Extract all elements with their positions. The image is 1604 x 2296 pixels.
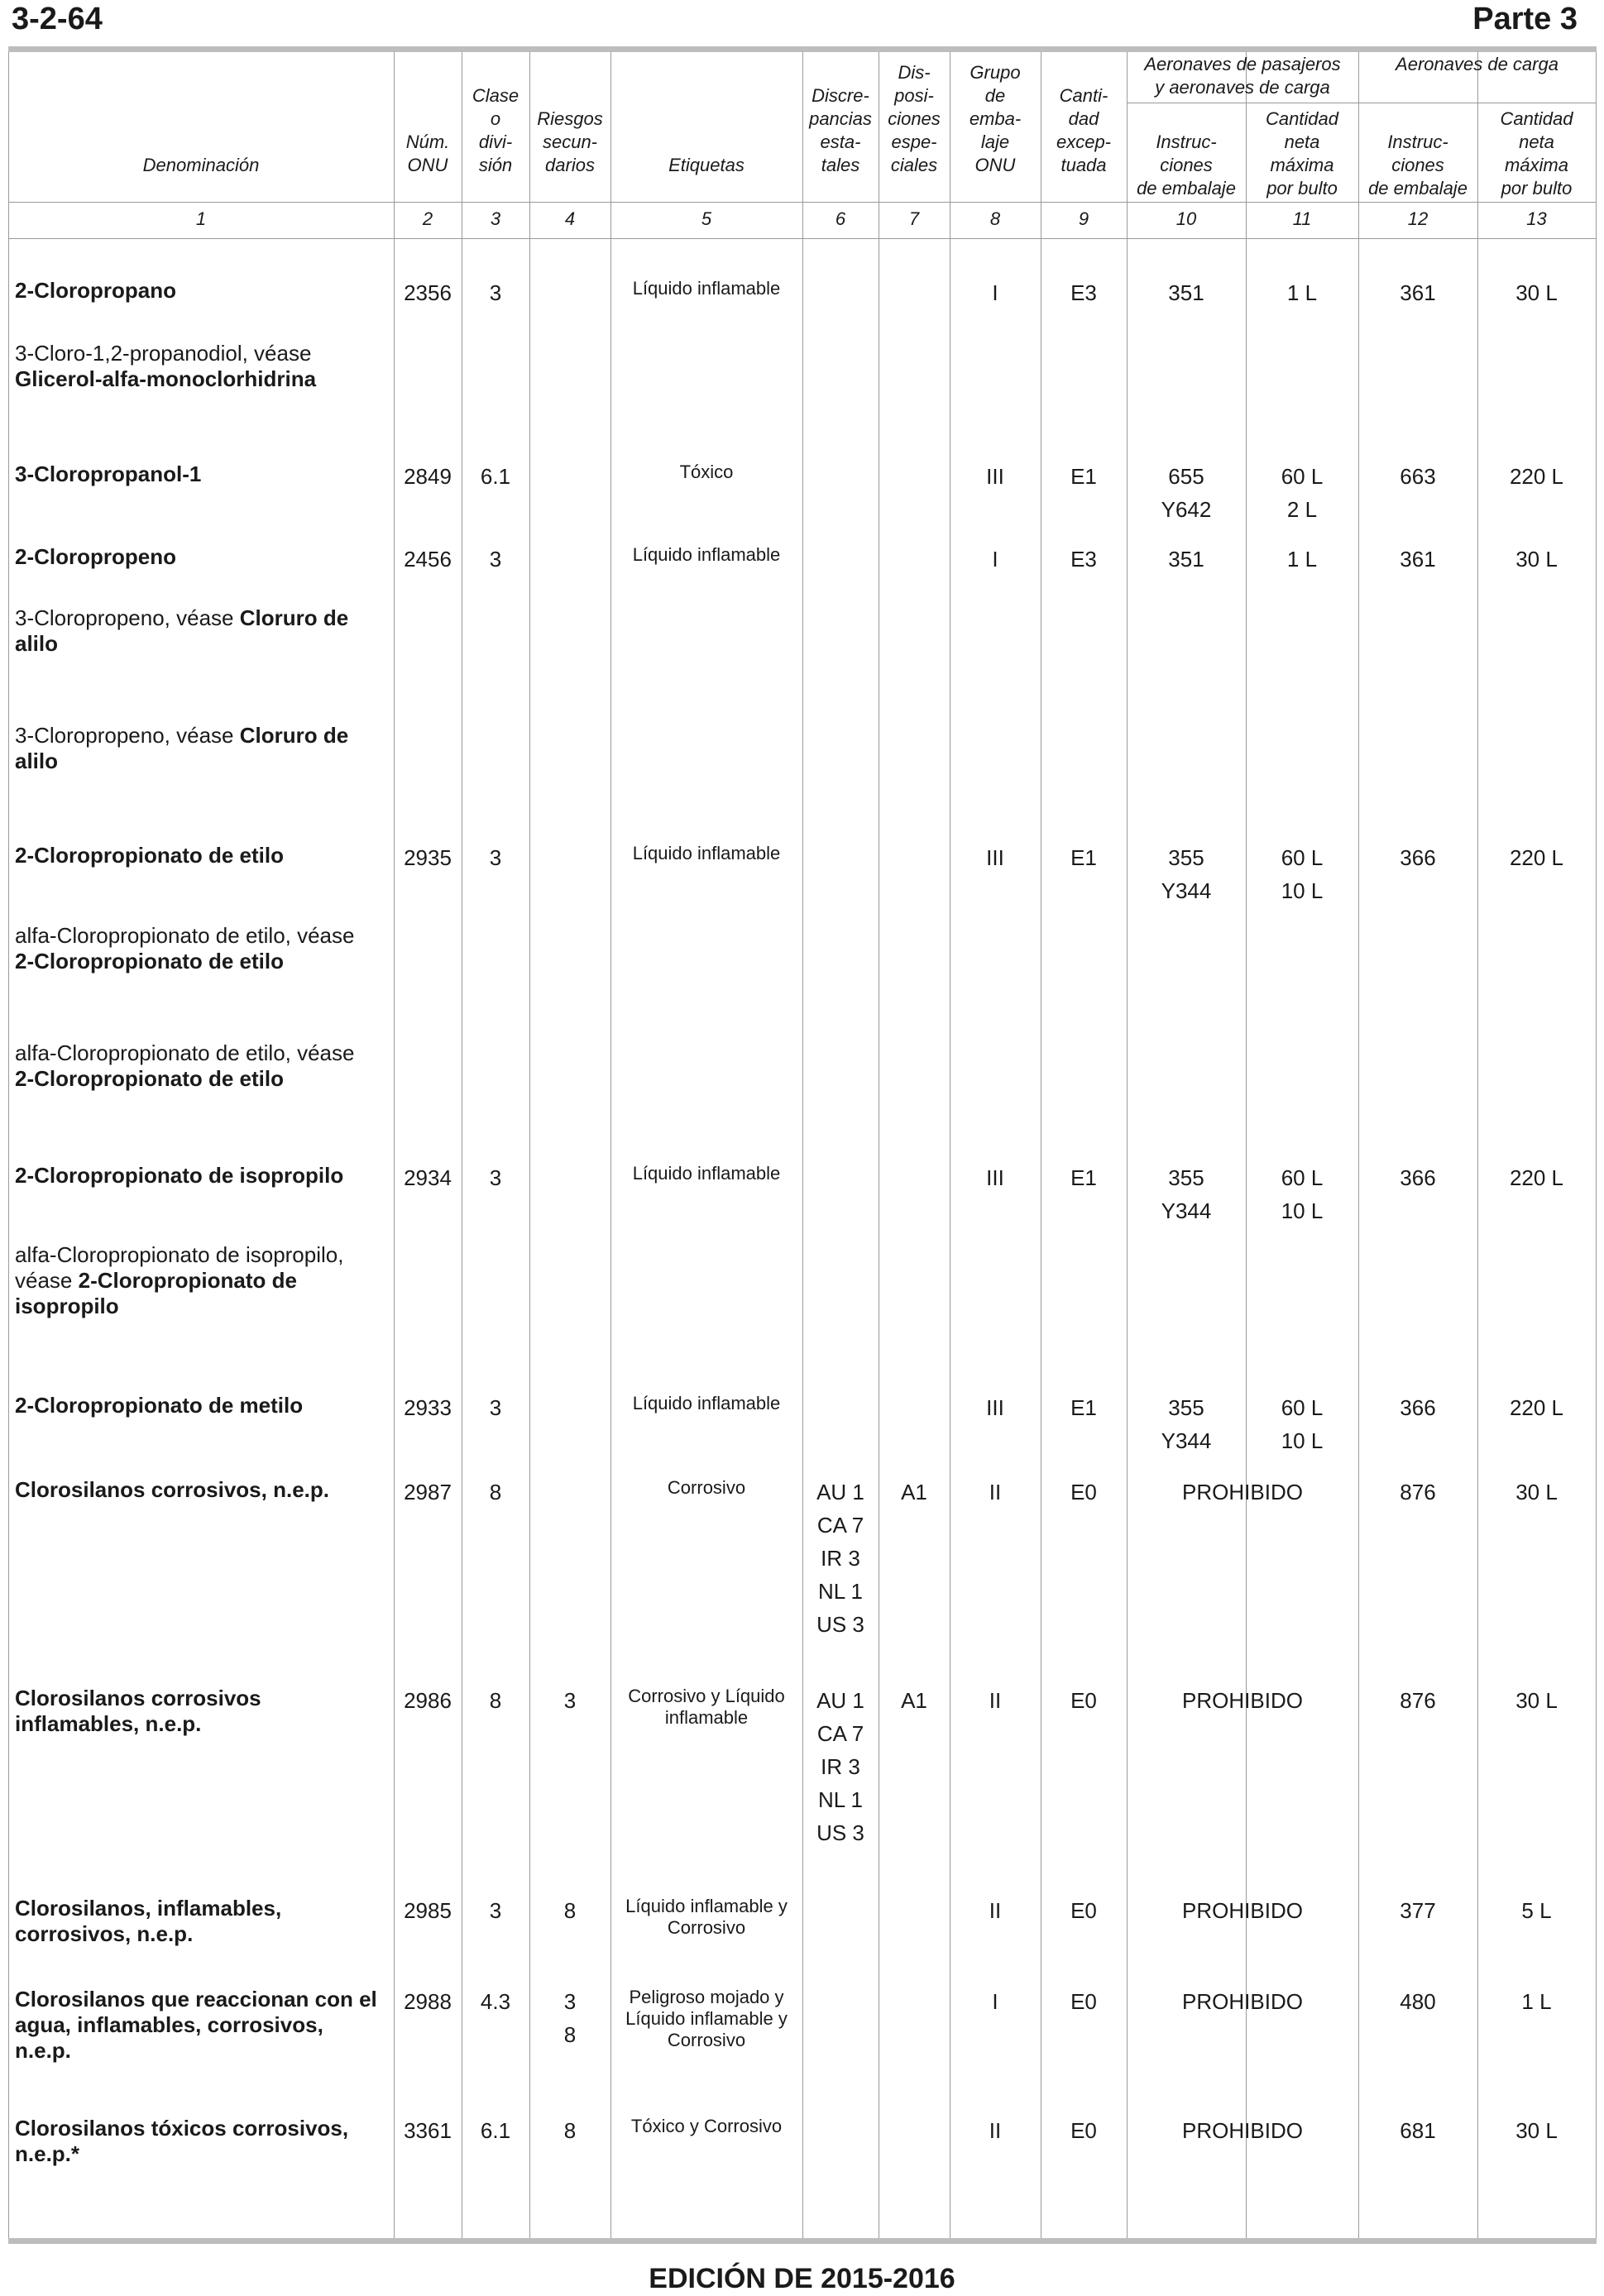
header-instrucciones-carga: Instruc- ciones de embalaje bbox=[1368, 132, 1468, 199]
header-grupo: Grupo de emba- laje ONU bbox=[969, 62, 1022, 175]
cell-var: AU 1 CA 7 IR 3 NL 1 US 3 bbox=[816, 1688, 864, 1845]
cell-cpi: 876 bbox=[1400, 1480, 1436, 1504]
cell-cls: 8 bbox=[489, 1688, 502, 1713]
cell-pi: 351 bbox=[1168, 547, 1204, 572]
cell-eq: E0 bbox=[1070, 1989, 1097, 2014]
cell-pi: 655 Y642 bbox=[1161, 464, 1212, 522]
entry-name-bold: Clorosilanos tóxicos corrosivos, n.e.p.* bbox=[15, 2116, 349, 2166]
row-denominacion bbox=[15, 1393, 379, 1418]
entry-name-bold: 2-Cloropropeno bbox=[15, 544, 176, 569]
cell-prohibido: PROHIBIDO bbox=[1182, 1898, 1303, 1923]
row-denominacion bbox=[15, 1896, 379, 1947]
cell-cpi: 663 bbox=[1400, 464, 1436, 489]
cell-cls: 3 bbox=[489, 1395, 502, 1420]
cell-label: Corrosivo y Líquido inflamable bbox=[628, 1686, 785, 1728]
cell-un: 2985 bbox=[404, 1898, 452, 1923]
cell-eq: E1 bbox=[1070, 845, 1097, 870]
cell-un: 2988 bbox=[404, 1989, 452, 2014]
header-instrucciones: Instruc- ciones de embalaje bbox=[1137, 132, 1236, 199]
cell-eq: E1 bbox=[1070, 1165, 1097, 1190]
cell-label: Peligroso mojado y Líquido inflamable y Corrosivo bbox=[625, 1987, 788, 2050]
entry-name-text: alfa-Cloropropionato de etilo, véase bbox=[15, 923, 355, 948]
header-clase: Clase o divi- sión bbox=[472, 85, 520, 175]
entry-name-bold: Cloruro de alilo bbox=[15, 605, 349, 656]
header-discrepancias: Discre- pancias esta- tales bbox=[809, 85, 872, 175]
cell-cqty: 30 L bbox=[1515, 280, 1558, 305]
cell-un: 2935 bbox=[404, 845, 452, 870]
entry-name-bold: 2-Cloropropionato de etilo bbox=[15, 1066, 284, 1091]
row-denominacion bbox=[15, 2116, 379, 2167]
cell-qty: 60 L 10 L bbox=[1281, 1395, 1324, 1453]
row-denominacion bbox=[15, 923, 379, 974]
cell-eq: E0 bbox=[1070, 1898, 1097, 1923]
cell-pg: II bbox=[989, 2118, 1002, 2143]
cell-pi: 355 Y344 bbox=[1161, 1395, 1212, 1453]
cell-pg: I bbox=[992, 1989, 998, 2014]
cell-cls: 3 bbox=[489, 845, 502, 870]
cell-label: Tóxico y Corrosivo bbox=[630, 2116, 783, 2136]
cell-pi: 355 Y344 bbox=[1161, 1165, 1212, 1223]
cell-pg: II bbox=[989, 1688, 1002, 1713]
row-denominacion bbox=[15, 1987, 379, 2064]
cell-eq: E0 bbox=[1070, 1688, 1097, 1713]
cell-label: Líquido inflamable bbox=[632, 278, 781, 299]
entry-name-text: 3-Cloropropeno, véase bbox=[15, 605, 240, 630]
cell-un: 2933 bbox=[404, 1395, 452, 1420]
cell-label: Líquido inflamable bbox=[632, 544, 781, 565]
cell-cpi: 377 bbox=[1400, 1898, 1436, 1923]
cell-qty: 60 L 2 L bbox=[1281, 464, 1324, 522]
cell-eq: E1 bbox=[1070, 1395, 1097, 1420]
cell-sub: 8 bbox=[563, 2118, 577, 2143]
cell-cpi: 361 bbox=[1400, 280, 1436, 305]
entry-name-bold: 2-Cloropropionato de etilo bbox=[15, 843, 284, 868]
row-denominacion bbox=[15, 1242, 379, 1319]
cell-cpi: 366 bbox=[1400, 845, 1436, 870]
cell-pg: III bbox=[986, 1165, 1004, 1190]
row-denominacion bbox=[15, 1686, 379, 1737]
column-number: 9 bbox=[1078, 208, 1089, 229]
column-number: 2 bbox=[422, 208, 433, 229]
cell-qty: 1 L bbox=[1286, 280, 1318, 305]
cell-sp: A1 bbox=[901, 1688, 927, 1713]
cell-label: Líquido inflamable y Corrosivo bbox=[625, 1896, 788, 1938]
cell-cls: 6.1 bbox=[480, 464, 511, 489]
cell-cpi: 366 bbox=[1400, 1165, 1436, 1190]
cell-cqty: 220 L bbox=[1509, 1395, 1564, 1420]
row-denominacion bbox=[15, 544, 379, 570]
cell-qty: 1 L bbox=[1286, 547, 1318, 572]
row-denominacion bbox=[15, 1477, 379, 1503]
column-number: 13 bbox=[1526, 208, 1547, 229]
column-number: 8 bbox=[989, 208, 1001, 229]
cell-un: 2934 bbox=[404, 1165, 452, 1190]
cell-label: Corrosivo bbox=[667, 1477, 746, 1498]
cell-prohibido: PROHIBIDO bbox=[1182, 1480, 1303, 1504]
entry-name-text: alfa-Cloropropionato de etilo, véase bbox=[15, 1040, 355, 1065]
entry-name-bold: 2-Cloropropionato de metilo bbox=[15, 1393, 304, 1418]
row-denominacion bbox=[15, 462, 379, 487]
cell-eq: E0 bbox=[1070, 1480, 1097, 1504]
entry-name-bold: 2-Cloropropionato de isopropilo bbox=[15, 1268, 297, 1318]
entry-name-bold: 2-Cloropropionato de etilo bbox=[15, 949, 284, 973]
entry-name-bold: Clorosilanos corrosivos, n.e.p. bbox=[15, 1477, 329, 1502]
header-num-onu: Núm. ONU bbox=[405, 132, 450, 175]
column-number: 3 bbox=[490, 208, 501, 229]
cell-cqty: 220 L bbox=[1509, 1165, 1564, 1190]
cell-label: Líquido inflamable bbox=[632, 843, 781, 863]
cell-pg: III bbox=[986, 464, 1004, 489]
cell-eq: E1 bbox=[1070, 464, 1097, 489]
cell-un: 2356 bbox=[404, 280, 452, 305]
entry-name-bold: Clorosilanos, inflamables, corrosivos, n.e.p. bbox=[15, 1896, 282, 1946]
cell-cqty: 30 L bbox=[1515, 1480, 1558, 1504]
cell-prohibido: PROHIBIDO bbox=[1182, 1688, 1303, 1713]
column-number: 11 bbox=[1292, 208, 1312, 229]
row-denominacion bbox=[15, 1040, 379, 1092]
header-riesgos: Riesgos secun- darios bbox=[537, 108, 603, 175]
cell-pi: 351 bbox=[1168, 280, 1204, 305]
cell-sub: 3 bbox=[563, 1688, 577, 1713]
header-disposiciones: Dis- posi- ciones espe- ciales bbox=[888, 62, 941, 175]
cell-cls: 3 bbox=[489, 280, 502, 305]
entry-name-text: alfa-Cloropropionato de isopropilo, véase bbox=[15, 1242, 344, 1293]
cell-cqty: 30 L bbox=[1515, 1688, 1558, 1713]
cell-cqty: 1 L bbox=[1521, 1989, 1552, 2014]
cell-pg: II bbox=[989, 1898, 1002, 1923]
column-number: 1 bbox=[195, 208, 207, 229]
cell-cpi: 366 bbox=[1400, 1395, 1436, 1420]
entry-name-bold: 2-Cloropropano bbox=[15, 278, 176, 303]
header-cantidad-exceptuada: Canti- dad excep- tuada bbox=[1056, 85, 1112, 175]
cell-un: 2849 bbox=[404, 464, 452, 489]
entry-name-text: 3-Cloro-1,2-propanodiol, véase bbox=[15, 341, 312, 366]
cell-un: 2987 bbox=[404, 1480, 452, 1504]
cell-pi: 355 Y344 bbox=[1161, 845, 1212, 903]
entry-name-bold: Glicerol-alfa-monoclorhidrina bbox=[15, 366, 317, 391]
cell-cls: 4.3 bbox=[480, 1989, 511, 2014]
cell-un: 3361 bbox=[404, 2118, 452, 2143]
bottom-rule bbox=[8, 2238, 1597, 2244]
column-number: 6 bbox=[835, 208, 846, 229]
column-number: 7 bbox=[908, 208, 920, 229]
header-denominacion: Denominación bbox=[142, 155, 260, 175]
cell-cls: 6.1 bbox=[480, 2118, 511, 2143]
entry-name-bold: Clorosilanos que reaccionan con el agua, inflamables, corrosivos, n.e.p. bbox=[15, 1987, 377, 2063]
entry-name-bold: Cloruro de alilo bbox=[15, 723, 349, 773]
cell-pg: III bbox=[986, 845, 1004, 870]
cell-eq: E0 bbox=[1070, 2118, 1097, 2143]
cell-cqty: 30 L bbox=[1515, 2118, 1558, 2143]
cell-var: AU 1 CA 7 IR 3 NL 1 US 3 bbox=[816, 1480, 864, 1637]
cell-cpi: 876 bbox=[1400, 1688, 1436, 1713]
entry-name-text: 3-Cloropropeno, véase bbox=[15, 723, 240, 748]
cell-prohibido: PROHIBIDO bbox=[1182, 2118, 1303, 2143]
cell-pg: I bbox=[992, 280, 998, 305]
cell-eq: E3 bbox=[1070, 547, 1097, 572]
cell-sub: 3 8 bbox=[563, 1989, 577, 2047]
cell-cls: 8 bbox=[489, 1480, 502, 1504]
cell-pg: I bbox=[992, 547, 998, 572]
cell-cpi: 681 bbox=[1400, 2118, 1436, 2143]
cell-cls: 3 bbox=[489, 547, 502, 572]
row-denominacion bbox=[15, 278, 379, 304]
entry-name-bold: 2-Cloropropionato de isopropilo bbox=[15, 1163, 344, 1188]
row-denominacion bbox=[15, 723, 379, 774]
header-cantidad-neta: Cantidad neta máxima por bulto bbox=[1265, 108, 1339, 199]
part-title: Parte 3 bbox=[1472, 2, 1578, 36]
cell-label: Líquido inflamable bbox=[632, 1163, 781, 1184]
cell-cqty: 30 L bbox=[1515, 547, 1558, 572]
cell-cqty: 220 L bbox=[1509, 464, 1564, 489]
header-cantidad-neta-carga: Cantidad neta máxima por bulto bbox=[1500, 108, 1573, 199]
cell-eq: E3 bbox=[1070, 280, 1097, 305]
cell-cpi: 480 bbox=[1400, 1989, 1436, 2014]
entry-name-bold: Clorosilanos corrosivos inflamables, n.e.p. bbox=[15, 1686, 261, 1736]
cell-cls: 3 bbox=[489, 1165, 502, 1190]
cell-cpi: 361 bbox=[1400, 547, 1436, 572]
cell-pg: III bbox=[986, 1395, 1004, 1420]
cell-un: 2986 bbox=[404, 1688, 452, 1713]
cell-prohibido: PROHIBIDO bbox=[1182, 1989, 1303, 2014]
cell-cqty: 5 L bbox=[1521, 1898, 1552, 1923]
column-number: 12 bbox=[1407, 208, 1429, 229]
cell-sub: 8 bbox=[563, 1898, 577, 1923]
cell-label: Tóxico bbox=[679, 462, 734, 482]
row-denominacion bbox=[15, 843, 379, 868]
page-number: 3-2-64 bbox=[12, 2, 103, 36]
header-etiquetas: Etiquetas bbox=[668, 155, 745, 175]
cell-un: 2456 bbox=[404, 547, 452, 572]
header-aeronaves-pasajeros: Aeronaves de pasajeros y aeronaves de carga bbox=[1144, 54, 1341, 98]
cell-cqty: 220 L bbox=[1509, 845, 1564, 870]
cell-qty: 60 L 10 L bbox=[1281, 1165, 1324, 1223]
cell-cls: 3 bbox=[489, 1898, 502, 1923]
column-number: 10 bbox=[1175, 208, 1197, 229]
edition-footer: EDICIÓN DE 2015-2016 bbox=[649, 2263, 955, 2294]
column-number: 5 bbox=[701, 208, 712, 229]
entry-name-bold: 3-Cloropropanol-1 bbox=[15, 462, 202, 486]
header-aeronaves-carga: Aeronaves de carga bbox=[1396, 54, 1559, 74]
row-denominacion bbox=[15, 341, 379, 392]
cell-pg: II bbox=[989, 1480, 1002, 1504]
row-denominacion bbox=[15, 1163, 379, 1189]
cell-label: Líquido inflamable bbox=[632, 1393, 781, 1413]
column-number: 4 bbox=[564, 208, 576, 229]
cell-qty: 60 L 10 L bbox=[1281, 845, 1324, 903]
row-denominacion bbox=[15, 605, 379, 657]
cell-sp: A1 bbox=[901, 1480, 927, 1504]
